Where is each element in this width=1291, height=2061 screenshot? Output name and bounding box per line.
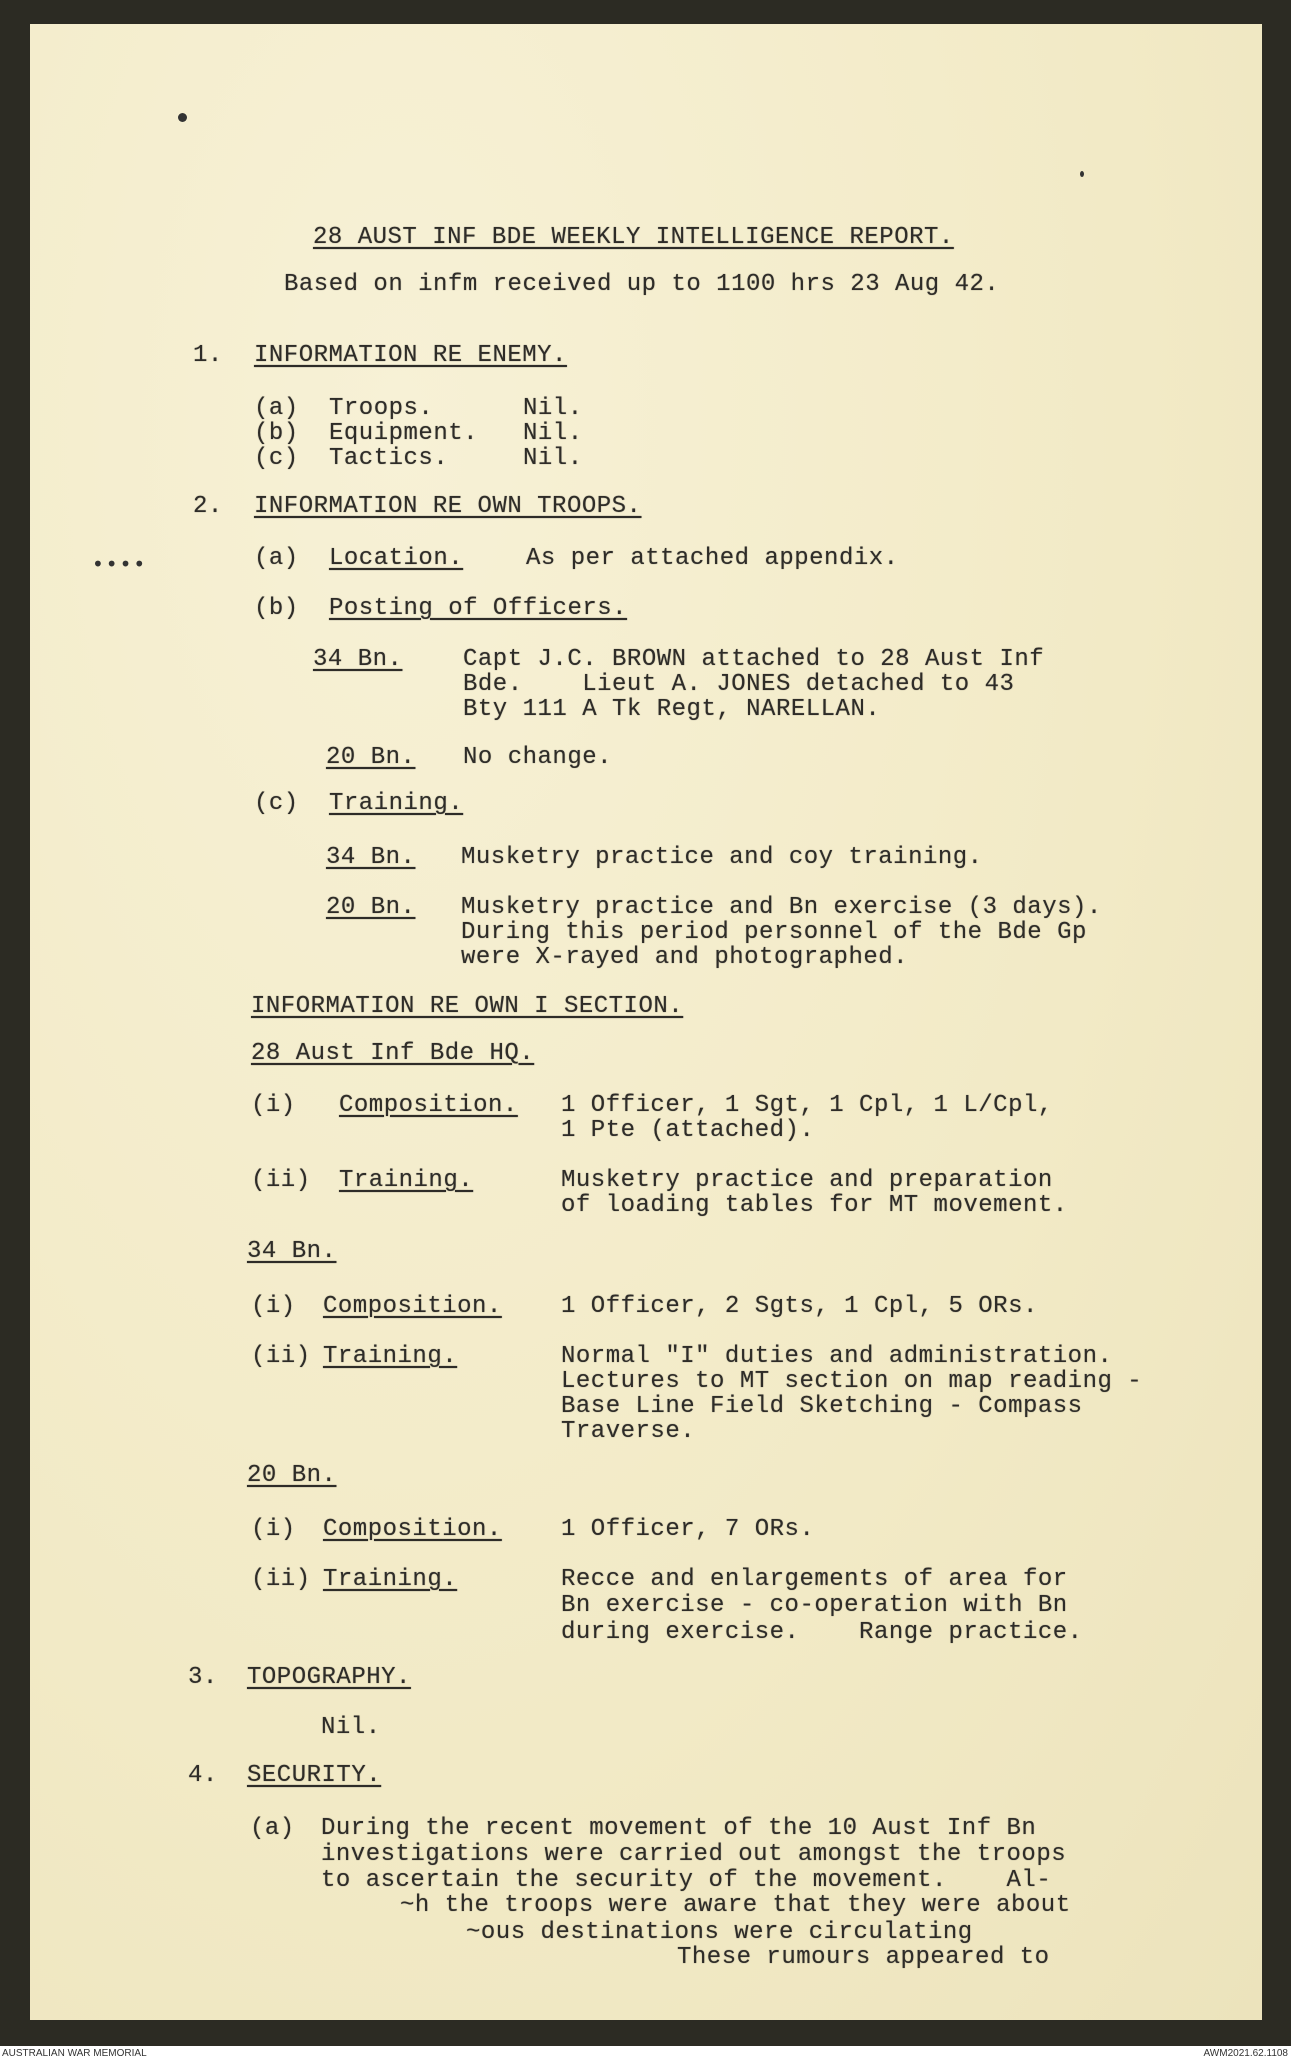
unit-label: 34 Bn. <box>313 646 403 673</box>
item-index: (ii) <box>251 1566 311 1593</box>
item-index: (a) <box>254 395 299 422</box>
section-number: 2. <box>193 493 223 520</box>
unit-label: 20 Bn. <box>247 1462 337 1489</box>
unit-label: 34 Bn. <box>247 1238 337 1265</box>
item-label: Posting of Officers. <box>329 595 628 622</box>
item-text: Musketry practice and coy training. <box>461 844 983 871</box>
item-index: (a) <box>250 1815 295 1842</box>
item-index: (i) <box>251 1293 296 1320</box>
text-line: Musketry practice and Bn exercise (3 days). <box>461 894 1102 921</box>
report-subtitle: Based on infm received up to 1100 hrs 23 Aug 42. <box>284 271 1000 298</box>
text-line: 1 Officer, 1 Sgt, 1 Cpl, 1 L/Cpl, <box>561 1092 1053 1119</box>
section-number: 3. <box>188 1664 218 1691</box>
item-index: (b) <box>254 595 299 622</box>
section-number: 1. <box>193 342 223 369</box>
item-label: Composition. <box>323 1516 502 1543</box>
text-line: During this period personnel of the Bde Gp <box>461 919 1087 946</box>
unit-label: 28 Aust Inf Bde HQ. <box>251 1040 535 1067</box>
text-line: of loading tables for MT movement. <box>561 1192 1068 1219</box>
section-heading: INFORMATION RE ENEMY. <box>254 342 567 369</box>
item-label: Composition. <box>339 1092 518 1119</box>
unit-label: 20 Bn. <box>326 744 416 771</box>
item-index: (ii) <box>251 1167 311 1194</box>
text-line: were X-rayed and photographed. <box>461 944 909 971</box>
item-text: Nil. <box>321 1714 381 1741</box>
item-index: (a) <box>254 545 299 572</box>
item-label: Equipment. <box>329 420 479 447</box>
item-text: 1 Officer, 7 ORs. <box>561 1516 815 1543</box>
footer <box>0 2046 1291 2061</box>
text-line: Bty 111 A Tk Regt, NARELLAN. <box>463 696 881 723</box>
unit-label: 34 Bn. <box>326 844 416 871</box>
text-line: Traverse. <box>561 1418 696 1445</box>
text-line: Bn exercise - co-operation with Bn <box>561 1592 1068 1619</box>
ink-mark <box>178 113 187 122</box>
text-line: During the recent movement of the 10 Aust Inf Bn <box>321 1815 1037 1842</box>
text-line: Bde. Lieut A. JONES detached to 43 <box>463 671 1015 698</box>
text-line: Recce and enlargements of area for <box>561 1566 1068 1593</box>
item-label: Composition. <box>323 1293 502 1320</box>
item-label: Training. <box>323 1343 458 1370</box>
item-value: Nil. <box>523 420 583 447</box>
item-index: (c) <box>254 790 299 817</box>
item-index: (c) <box>254 445 299 472</box>
text-line: to ascertain the security of the movement. Al- <box>321 1867 1052 1894</box>
margin-dots: •••• <box>92 552 148 576</box>
text-line: These rumours appeared to <box>677 1944 1050 1971</box>
footer-credit: AUSTRALIAN WAR MEMORIAL <box>2 2048 147 2059</box>
item-value: Nil. <box>523 395 583 422</box>
item-label: Training. <box>339 1167 474 1194</box>
report-title: 28 AUST INF BDE WEEKLY INTELLIGENCE REPORT. <box>313 224 954 251</box>
item-value: Nil. <box>523 445 583 472</box>
text-line: Normal "I" duties and administration. <box>561 1343 1113 1370</box>
item-index: (i) <box>251 1516 296 1543</box>
unit-label: 20 Bn. <box>326 894 416 921</box>
item-label: Tactics. <box>329 445 449 472</box>
item-text: As per attached appendix. <box>526 545 899 572</box>
ink-mark <box>1080 171 1084 177</box>
text-line: investigations were carried out amongst the troops <box>321 1841 1067 1868</box>
section-heading: INFORMATION RE OWN TROOPS. <box>254 493 642 520</box>
text-line: ~h the troops were aware that they were about <box>400 1892 1071 1919</box>
document-page <box>30 24 1262 2020</box>
item-index: (b) <box>254 420 299 447</box>
item-index: (i) <box>251 1092 296 1119</box>
text-line: Musketry practice and preparation <box>561 1167 1053 1194</box>
section-heading: TOPOGRAPHY. <box>247 1664 411 1691</box>
item-index: (ii) <box>251 1343 311 1370</box>
item-label: Troops. <box>329 395 434 422</box>
item-label: Training. <box>329 790 464 817</box>
footer-accession-number: AWM2021.62.1108 <box>1203 2048 1288 2059</box>
text-line: Capt J.C. BROWN attached to 28 Aust Inf <box>463 646 1045 673</box>
text-line: Lectures to MT section on map reading - <box>561 1368 1143 1395</box>
text-line: during exercise. Range practice. <box>561 1619 1083 1646</box>
item-text: 1 Officer, 2 Sgts, 1 Cpl, 5 ORs. <box>561 1293 1038 1320</box>
subsection-heading: INFORMATION RE OWN I SECTION. <box>251 993 684 1020</box>
item-text: No change. <box>463 744 613 771</box>
item-label: Location. <box>329 545 464 572</box>
item-label: Training. <box>323 1566 458 1593</box>
section-number: 4. <box>188 1762 218 1789</box>
text-line: ~ous destinations were circulating <box>466 1919 973 1946</box>
text-line: Base Line Field Sketching - Compass <box>561 1393 1083 1420</box>
section-heading: SECURITY. <box>247 1762 382 1789</box>
text-line: 1 Pte (attached). <box>561 1117 815 1144</box>
